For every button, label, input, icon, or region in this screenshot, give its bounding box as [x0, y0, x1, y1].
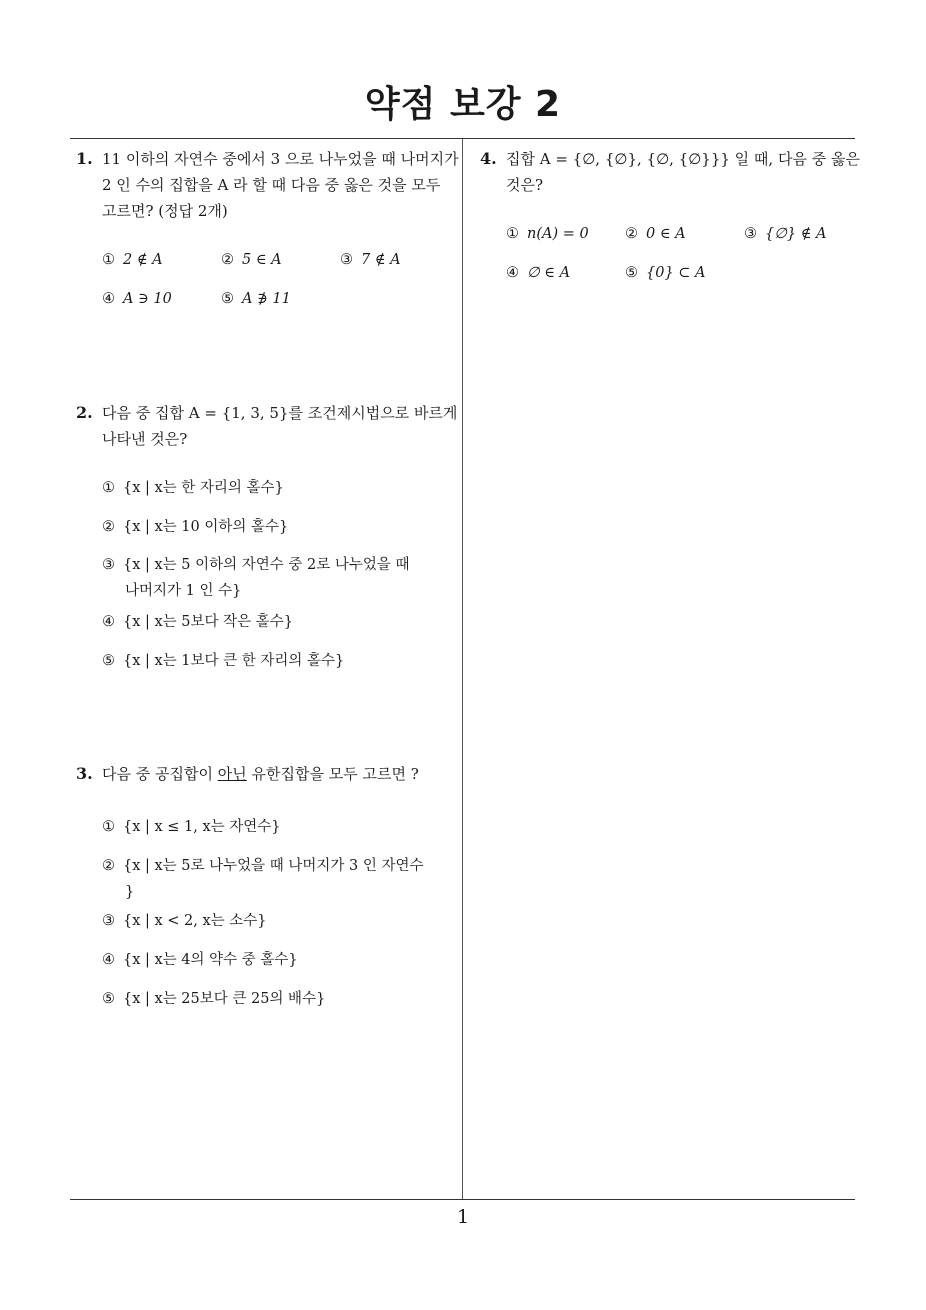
option-3[interactable]	[744, 221, 827, 247]
option-text: {x | x는 한 자리의 홀수}	[123, 480, 284, 496]
problem-text	[506, 146, 865, 198]
option-1[interactable]	[102, 814, 281, 840]
option-5[interactable]	[102, 986, 325, 1012]
option-4[interactable]	[102, 609, 293, 635]
problem-text-line: 고르면? (정답 2개)	[102, 202, 228, 220]
option-text: 2 ∉ A	[123, 252, 163, 268]
column-divider	[462, 139, 463, 1199]
option-text: {x | x ≤ 1, x는 자연수}	[123, 819, 281, 835]
option-text: {x | x < 2, x는 소수}	[123, 913, 267, 929]
option-3[interactable]	[102, 552, 452, 604]
problem-text	[102, 400, 460, 452]
option-marker: ⑤	[102, 991, 115, 1007]
option-marker: ④	[102, 952, 115, 968]
option-marker: ①	[102, 252, 115, 268]
problem-3	[76, 761, 460, 1007]
option-text: ∅ ∈ A	[527, 265, 571, 281]
option-text-continued: }	[125, 884, 135, 900]
option-text-continued: 나머지가 1 인 수}	[125, 583, 242, 599]
option-marker: ②	[221, 252, 234, 268]
option-marker: ②	[625, 226, 638, 242]
problem-text-line: 집합 A = {∅, {∅}, {∅, {∅}}} 일 때, 다음 중 옳은	[506, 150, 860, 168]
option-4[interactable]	[506, 260, 570, 286]
page-title: 약점 보강 2	[364, 84, 562, 125]
option-text: n(A) = 0	[527, 226, 589, 242]
problem-number: 1.	[76, 149, 93, 168]
option-marker: ①	[102, 819, 115, 835]
option-text: {∅} ∉ A	[765, 226, 827, 242]
option-text: {0} ⊂ A	[646, 265, 706, 281]
problem-text-part: 다음 중 공집합이	[102, 765, 218, 783]
option-text: {x | x는 5 이하의 자연수 중 2로 나누었을 때	[123, 557, 410, 573]
option-text: A ∋ 10	[123, 291, 172, 307]
option-2[interactable]	[102, 514, 288, 540]
problem-text	[102, 146, 460, 224]
option-text: {x | x는 25보다 큰 25의 배수}	[123, 991, 326, 1007]
option-marker: ④	[102, 291, 115, 307]
page-number: 1	[456, 1206, 470, 1228]
option-marker: ②	[102, 519, 115, 535]
problem-text-line: 것은?	[506, 176, 544, 194]
option-text: 0 ∈ A	[646, 226, 686, 242]
problem-text-line: 다음 중 집합 A = {1, 3, 5}를 조건제시법으로 바르게	[102, 404, 458, 422]
option-marker: ⑤	[221, 291, 234, 307]
problem-1	[76, 146, 460, 307]
option-marker: ③	[102, 557, 115, 573]
option-marker: ③	[744, 226, 757, 242]
option-text: A ∌ 11	[242, 291, 291, 307]
option-text: {x | x는 10 이하의 홀수}	[123, 519, 289, 535]
problem-text-line: 2 인 수의 집합을 A 라 할 때 다음 중 옳은 것을 모두	[102, 176, 441, 194]
option-2[interactable]	[625, 221, 686, 247]
option-marker: ④	[102, 614, 115, 630]
option-4[interactable]	[102, 947, 298, 973]
problem-4	[480, 146, 865, 281]
problem-text-underlined: 아닌	[217, 765, 247, 783]
problem-text	[102, 761, 460, 787]
footer-rule	[70, 1199, 855, 1200]
option-text: 7 ∉ A	[361, 252, 401, 268]
option-text: {x | x는 5로 나누었을 때 나머지가 3 인 자연수	[123, 858, 424, 874]
problem-text-line: 나타낸 것은?	[102, 430, 188, 448]
problem-text-part: 유한집합을 모두 고르면 ?	[246, 765, 419, 783]
option-1[interactable]	[102, 247, 163, 273]
option-2[interactable]	[102, 853, 452, 905]
problem-number: 4.	[480, 149, 497, 168]
option-1[interactable]	[506, 221, 589, 247]
option-4[interactable]	[102, 286, 172, 312]
option-1[interactable]	[102, 475, 284, 501]
option-3[interactable]	[340, 247, 401, 273]
problem-number: 3.	[76, 764, 93, 783]
option-marker: ③	[102, 913, 115, 929]
option-5[interactable]	[625, 260, 706, 286]
option-text: {x | x는 4의 약수 중 홀수}	[123, 952, 298, 968]
problem-2	[76, 400, 460, 669]
option-marker: ⑤	[102, 653, 115, 669]
option-marker: ①	[102, 480, 115, 496]
option-marker: ②	[102, 858, 115, 874]
option-text: {x | x는 1보다 큰 한 자리의 홀수}	[123, 653, 345, 669]
problem-number: 2.	[76, 403, 93, 422]
option-5[interactable]	[221, 286, 291, 312]
option-marker: ③	[340, 252, 353, 268]
option-text: 5 ∈ A	[242, 252, 282, 268]
option-marker: ⑤	[625, 265, 638, 281]
option-3[interactable]	[102, 908, 267, 934]
option-text: {x | x는 5보다 작은 홀수}	[123, 614, 294, 630]
problem-text-line: 11 이하의 자연수 중에서 3 으로 나누었을 때 나머지가	[102, 150, 459, 168]
option-marker: ④	[506, 265, 519, 281]
option-2[interactable]	[221, 247, 282, 273]
option-5[interactable]	[102, 648, 344, 674]
option-marker: ①	[506, 226, 519, 242]
